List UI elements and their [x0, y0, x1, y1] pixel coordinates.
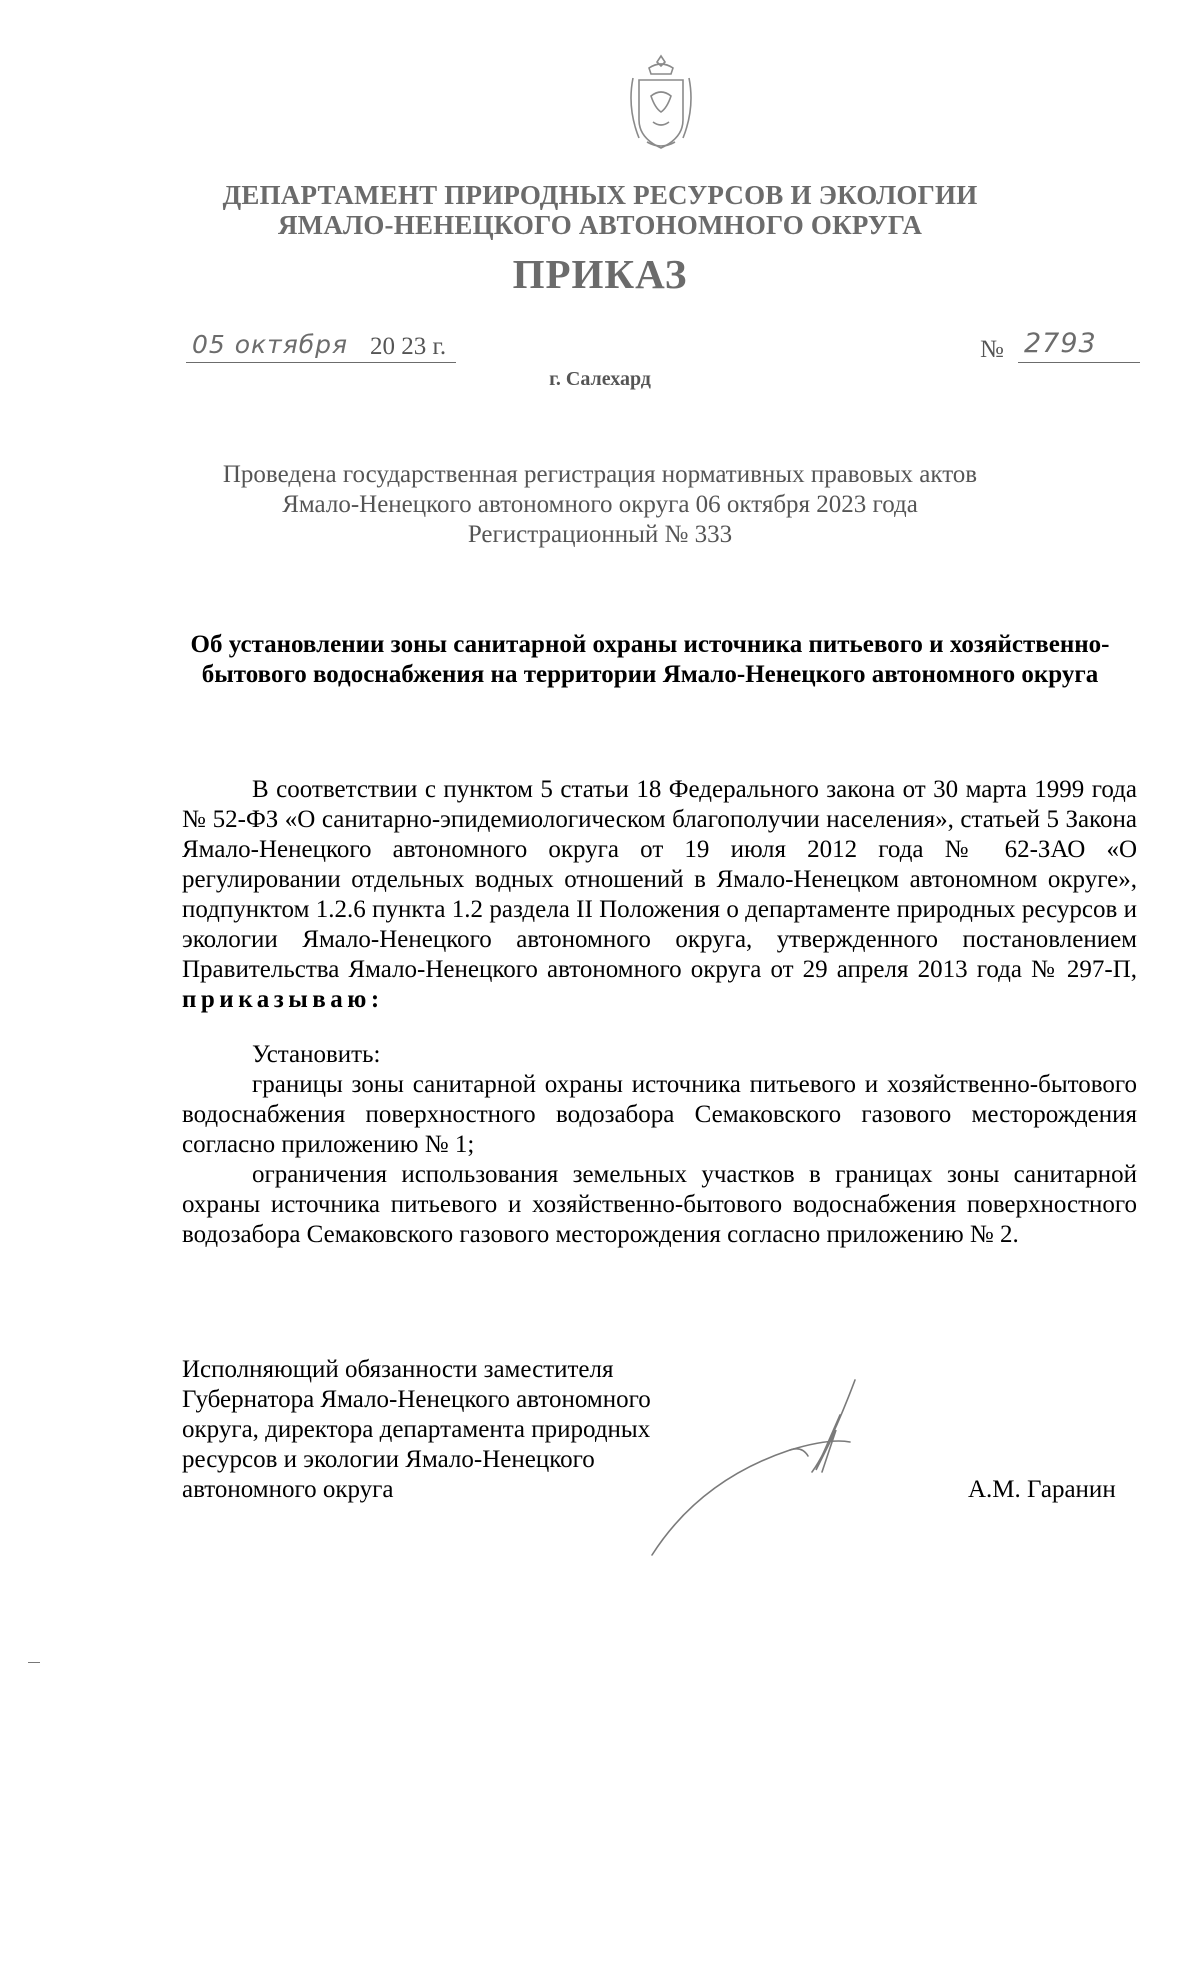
handwritten-date: 05 октября: [192, 330, 349, 359]
signatory-position: [182, 1355, 651, 1505]
position-line: Исполняющий обязанности заместителя: [182, 1356, 614, 1383]
number-underline: [1018, 362, 1140, 363]
preamble-block: [182, 775, 1137, 1015]
margin-mark: [28, 1662, 40, 1663]
printed-year: 20 23 г.: [370, 333, 447, 360]
signatory-name: А.М. Гаранин: [968, 1476, 1116, 1503]
city-label: г. Салехард: [549, 368, 651, 390]
order-title: Об установлении зоны санитарной охраны источника питьевого и хозяйственно-бытового водоснабжения на территории Ямало-Ненецкого автономного округа: [190, 631, 1110, 688]
registration-line2: Ямало-Ненецкого автономного округа 06 октября 2023 года: [282, 491, 918, 518]
registration-line1: Проведена государственная регистрация нормативных правовых актов: [222, 461, 978, 488]
position-line: Губернатора Ямало-Ненецкого автономного: [182, 1386, 651, 1413]
department-name-line1: ДЕПАРТАМЕНТ ПРИРОДНЫХ РЕСУРСОВ И ЭКОЛОГИИ: [222, 180, 978, 210]
date-underline: [186, 362, 456, 363]
position-line: ресурсов и экологии Ямало-Ненецкого: [182, 1446, 595, 1473]
preamble-paragraph: [182, 775, 1137, 1015]
number-sign: №: [980, 336, 1004, 363]
position-line: автономного округа: [182, 1476, 394, 1503]
document-type-heading: ПРИКАЗ: [512, 251, 688, 297]
coat-of-arms-emblem: [623, 52, 699, 156]
position-line: округа, директора департамента природных: [182, 1416, 651, 1443]
order-number: [980, 330, 1140, 368]
order-word: приказываю:: [182, 986, 384, 1013]
operative-block: [182, 1040, 1137, 1250]
order-item-2: ограничения использования земельных участков в границах зоны санитарной охраны источника питьевого и хозяйственно-бытового водоснабжения поверхностного водозабора Семаковского газового месторождения согласно приложению № 2.: [182, 1161, 1137, 1248]
registration-line3: Регистрационный № 333: [467, 521, 733, 548]
order-item-1: границы зоны санитарной охраны источника питьевого и хозяйственно-бытового водоснабжения поверхностного водозабора Семаковского газового месторождения согласно приложению № 1;: [182, 1071, 1137, 1158]
handwritten-number: 2793: [1024, 328, 1097, 359]
department-name-line2: ЯМАЛО-НЕНЕЦКОГО АВТОНОМНОГО ОКРУГА: [277, 210, 923, 240]
establish-heading: Установить:: [252, 1041, 381, 1068]
preamble-text: В соответствии с пунктом 5 статьи 18 Федерального закона от 30 марта 1999 года № 52-ФЗ «О санитарно-эпидемиологическом благополучии населения», статьей 5 Закона Ямало-Ненецкого автономного округа от 19 июля 2012 года № 62-ЗАО «О регулировании отдельных водных отношений в Ямало-Ненецком автономном округе», подпунктом 1.2.6 пункта 1.2 раздела II Положения о департаменте природных ресурсов и экологии Ямало-Ненецкого автономного округа, утвержденного постановлением Правительства Ямало-Ненецкого автономного округа от 29 апреля 2013 года № 297-П,: [182, 776, 1137, 983]
order-date: [186, 330, 456, 368]
handwritten-signature: [640, 1360, 960, 1560]
